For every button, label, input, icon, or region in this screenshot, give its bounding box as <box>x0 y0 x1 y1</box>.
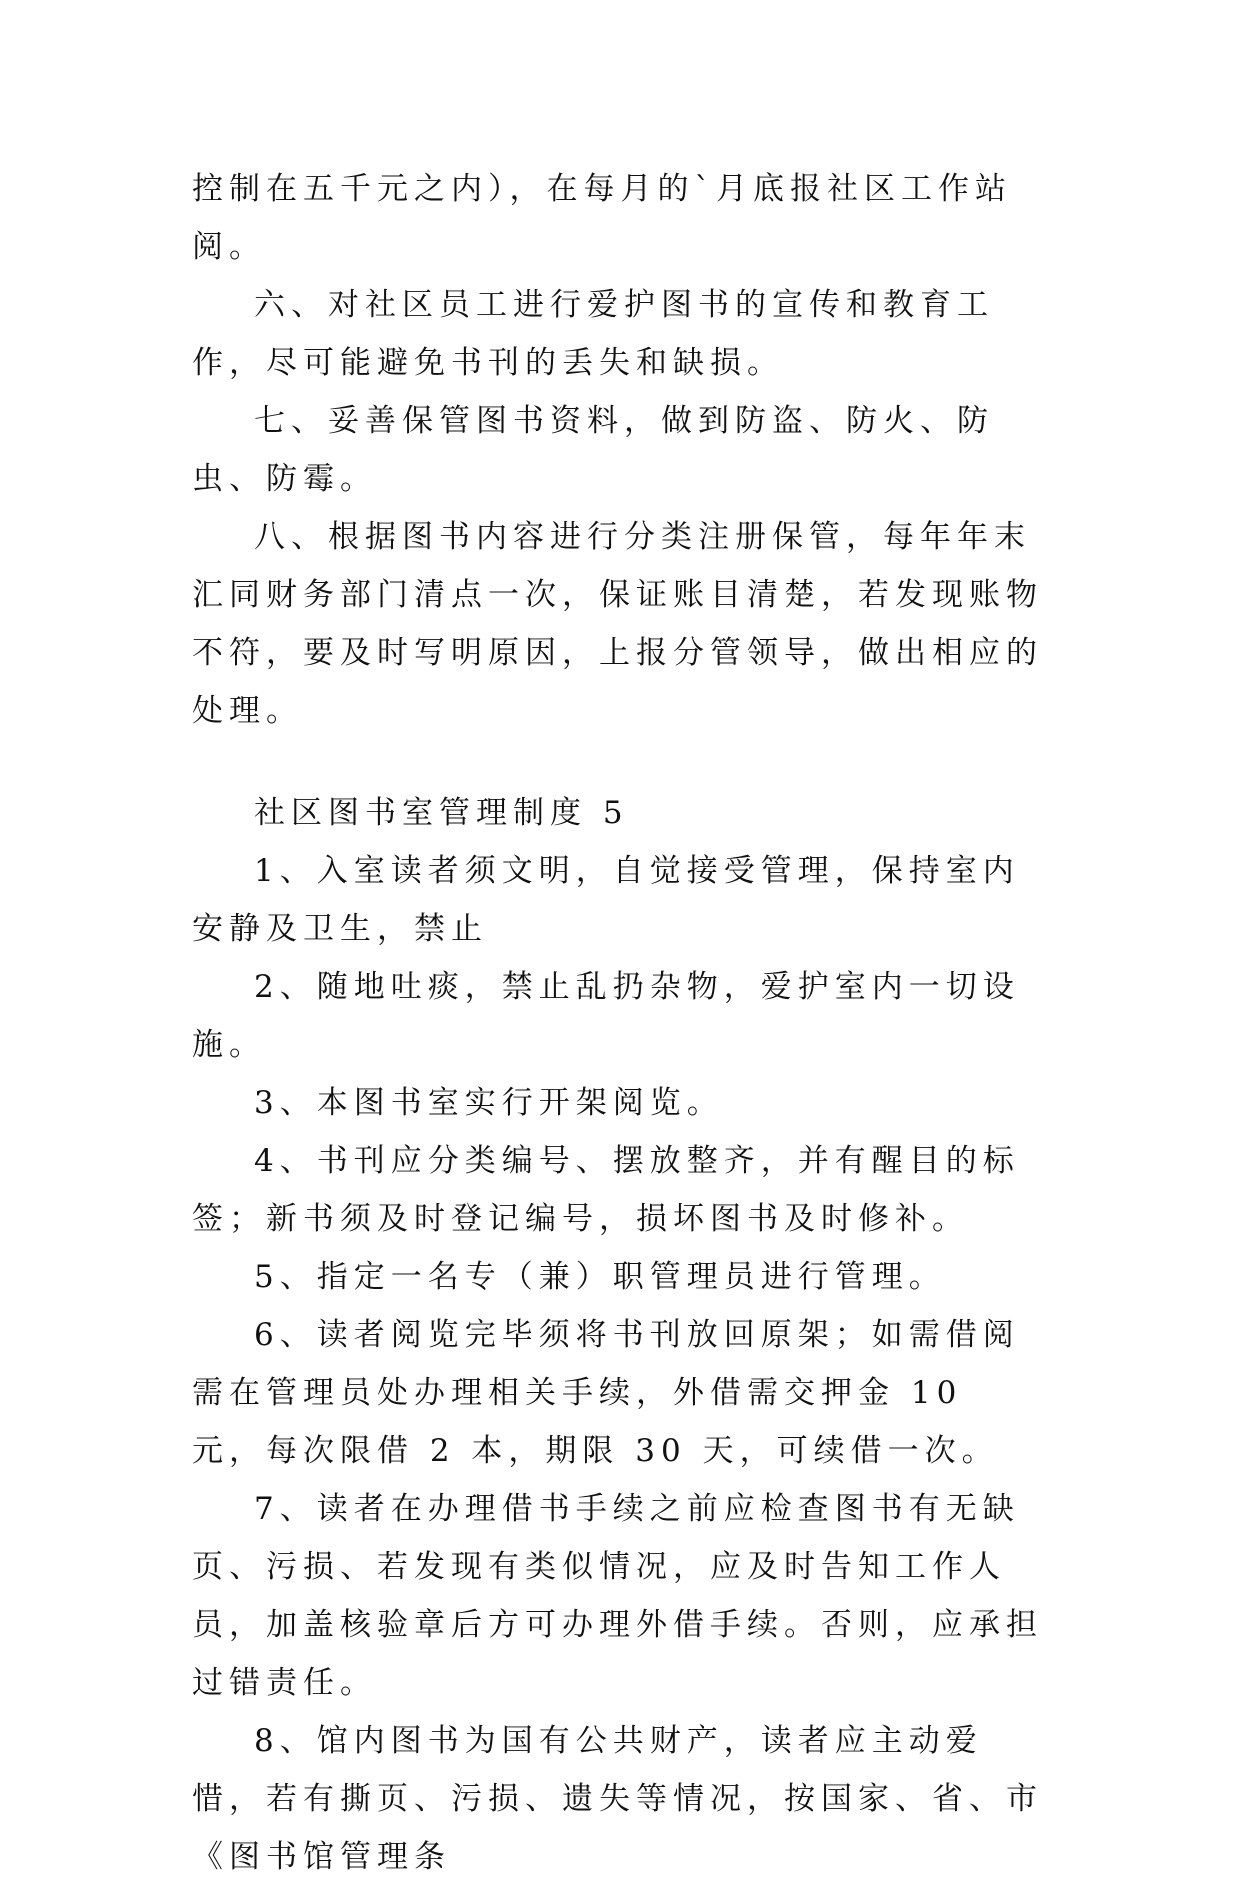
rule-item-8: 8、馆内图书为国有公共财产，读者应主动爱惜，若有撕页、污损、遗失等情况，按国家、省、市《图书馆管理条 <box>192 1723 1043 1875</box>
rule-item-1: 1、入室读者须文明，自觉接受管理，保持室内安静及卫生，禁止 <box>192 853 1020 947</box>
rule-item-3: 3、本图书室实行开架阅览。 <box>254 1085 724 1121</box>
document-body <box>192 160 1052 1886</box>
paragraph-budget-continuation: 控制在五千元之内），在每月的`月底报社区工作站阅。 <box>192 171 1012 265</box>
rule-item-4: 4、书刊应分类编号、摆放整齐，并有醒目的标签；新书须及时登记编号，损坏图书及时修补。 <box>192 1143 1020 1237</box>
rule-item-7: 7、读者在办理借书手续之前应检查图书有无缺页、污损、若发现有类似情况，应及时告知工作人员，加盖核验章后方可办理外借手续。否则，应承担过错责任。 <box>192 1491 1043 1701</box>
paragraph-item-six: 六、对社区员工进行爱护图书的宣传和教育工作，尽可能避免书刊的丢失和缺损。 <box>192 287 994 381</box>
rule-item-2: 2、随地吐痰，禁止乱扔杂物，爱护室内一切设施。 <box>192 969 1020 1063</box>
section-title: 社区图书室管理制度 5 <box>254 795 629 831</box>
paragraph-item-eight: 八、根据图书内容进行分类注册保管，每年年末汇同财务部门清点一次，保证账目清楚，若发现账物不符，要及时写明原因，上报分管领导，做出相应的处理。 <box>192 519 1043 729</box>
paragraph-item-seven: 七、妥善保管图书资料，做到防盗、防火、防虫、防霉。 <box>192 403 994 497</box>
rule-item-6: 6、读者阅览完毕须将书刊放回原架；如需借阅需在管理员处办理相关手续，外借需交押金 10 元，每次限借 2 本，期限 30 天，可续借一次。 <box>192 1317 1020 1469</box>
rule-item-5: 5、指定一名专（兼）职管理员进行管理。 <box>254 1259 946 1295</box>
